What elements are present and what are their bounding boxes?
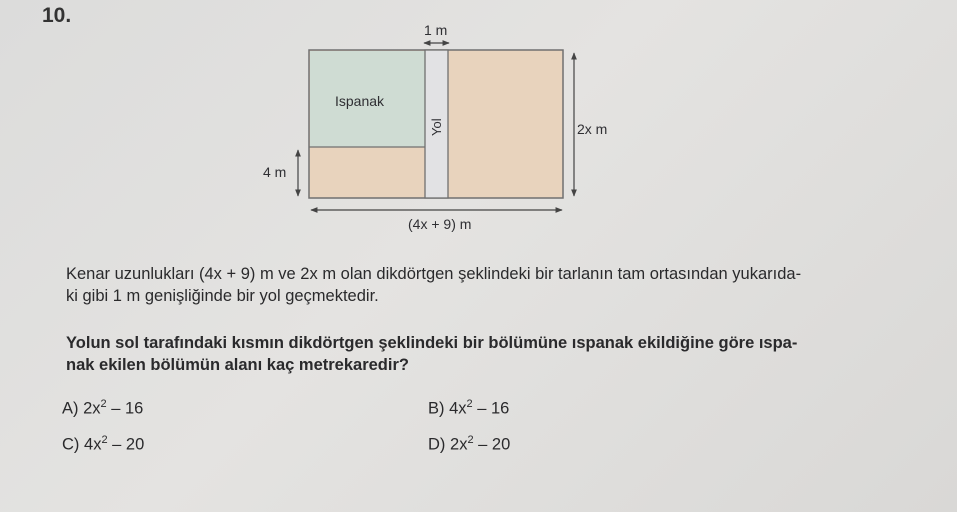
road-label: Yol bbox=[429, 118, 444, 136]
spinach-label: Ispanak bbox=[335, 93, 385, 109]
option-a[interactable] bbox=[62, 398, 143, 419]
option-d[interactable] bbox=[428, 434, 510, 455]
option-rest: – 20 bbox=[473, 435, 511, 454]
question-paragraph-2 bbox=[66, 332, 916, 376]
option-rest: – 16 bbox=[472, 399, 510, 418]
road-width-label: 1 m bbox=[424, 22, 448, 38]
option-letter: D) bbox=[428, 435, 446, 454]
question-paragraph-1 bbox=[66, 263, 906, 307]
option-base: 2x bbox=[83, 399, 101, 418]
height-right-label: 2x m bbox=[577, 121, 608, 137]
question-line: Kenar uzunlukları (4x + 9) m ve 2x m olan dikdörtgen şeklindeki bir tarlanın tam ortasından yukarıda- bbox=[66, 265, 802, 283]
height-left-label: 4 m bbox=[263, 164, 287, 180]
option-letter: B) bbox=[428, 399, 445, 418]
option-rest: – 16 bbox=[106, 399, 144, 418]
question-line: Yolun sol tarafındaki kısmın dikdörtgen şeklindeki bir bölümüne ıspanak ekildiğine göre ıspa- bbox=[66, 334, 798, 352]
question-line: ki gibi 1 m genişliğinde bir yol geçmektedir. bbox=[66, 287, 379, 305]
question-line: nak ekilen bölümün alanı kaç metrekaredir? bbox=[66, 356, 409, 374]
option-base: 4x bbox=[449, 399, 467, 418]
option-exponent: 2 bbox=[466, 398, 473, 410]
option-c[interactable] bbox=[62, 434, 144, 455]
option-base: 4x bbox=[84, 435, 102, 454]
option-letter: A) bbox=[62, 399, 79, 418]
width-label: (4x + 9) m bbox=[408, 216, 472, 232]
option-exponent: 2 bbox=[101, 434, 108, 446]
question-number: 10. bbox=[42, 4, 72, 27]
option-letter: C) bbox=[62, 435, 80, 454]
option-rest: – 20 bbox=[107, 435, 145, 454]
option-b[interactable] bbox=[428, 398, 509, 419]
option-exponent: 2 bbox=[467, 434, 474, 446]
option-base: 2x bbox=[450, 435, 468, 454]
option-exponent: 2 bbox=[100, 398, 107, 410]
